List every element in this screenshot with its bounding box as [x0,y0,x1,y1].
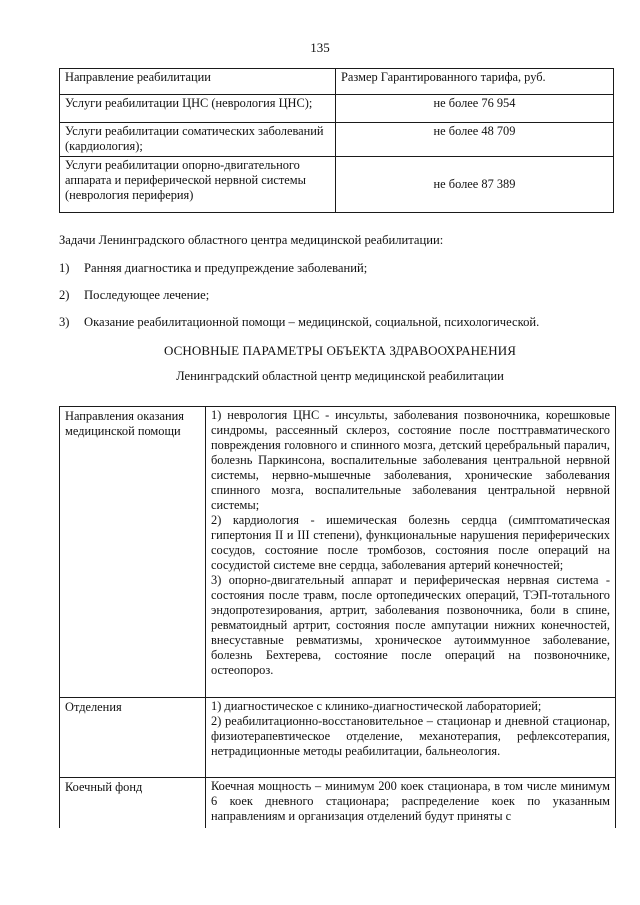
table-row [60,123,614,157]
param-paragraph: 1) неврология ЦНС - инсульты, заболевания позвоночника, корешковые синдромы, рассеянный склероз, состояние после посттравматического повреждения головного и спинного мозга, детский церебральный паралич, болезнь Паркинсона, воспалительные заболевания центральной нервной системы, нервно-мышечные заболевания, хронические заболевания спинного мозга, воспалительные заболевания центральной нервной системы; [211,408,610,512]
param-label: Направления оказания медицинской помощи [60,407,206,698]
param-value [206,698,616,778]
list-item-text: Ранняя диагностика и предупреждение заболеваний; [84,261,368,275]
tariff-cell: не более 87 389 [336,157,614,213]
list-item [59,261,619,276]
list-item-number: 3) [59,315,70,329]
page-number: 135 [310,40,330,55]
service-cell: Услуги реабилитации соматических заболеваний (кардиология); [60,123,336,157]
table-row [60,407,616,698]
table-row [60,157,614,213]
tariff-cell: не более 76 954 [336,95,614,123]
header-tariff: Размер Гарантированного тарифа, руб. [336,69,614,95]
table-header-row [60,69,614,95]
service-cell: Услуги реабилитации опорно-двигательного аппарата и периферической нервной системы (неврология периферия) [60,157,336,213]
params-table [59,406,616,828]
param-paragraph: 2) реабилитационно-восстановительное – стационар и дневной стационар, физиотерапевтическое отделение, механотерапия, рефлексотерапия, нетрадиционные методы реабилитации, бальнеология. [211,714,610,758]
list-item-number: 1) [59,261,70,275]
service-cell: Услуги реабилитации ЦНС (неврология ЦНС); [60,95,336,123]
list-item-text: Последующее лечение; [84,288,210,302]
table-row [60,95,614,123]
section-subtitle: Ленинградский областной центр медицинской реабилитации [176,369,504,383]
param-paragraph: 1) диагностическое с клинико-диагностической лабораторией; [211,699,542,713]
param-value [206,407,616,698]
table-row [60,778,616,828]
table-row [60,698,616,778]
param-paragraph: 2) кардиология - ишемическая болезнь сердца (симптоматическая гипертония II и III степени), функциональные нарушения периферических сосудов, состояние после тромбозов, состояния после операций на сосудистой системе вне сердца, заболевания артерий конечностей; [211,513,610,572]
tariff-table [59,68,614,213]
param-value [206,778,616,828]
section-title: ОСНОВНЫЕ ПАРАМЕТРЫ ОБЪЕКТА ЗДРАВООХРАНЕНИЯ [164,343,516,358]
header-direction: Направление реабилитации [60,69,336,95]
list-item [59,315,619,330]
list-item-number: 2) [59,288,70,302]
list-item [59,288,619,303]
param-label: Отделения [60,698,206,778]
param-paragraph: 3) опорно-двигательный аппарат и периферическая нервная система - состояния после травм, после ортопедических операций, ТЭП-тотального эндопротезирования, артрит, заболевания позвоночника, боли в спине, ревматоидный артрит, состояния после ампутации нижних конечностей, внесуставные ревматизмы, хроническое аутоиммунное заболевание, болезнь Бехтерева, состояние после операций на позвоночнике, остеопороз. [211,573,610,677]
param-label: Коечный фонд [60,778,206,828]
tasks-intro: Задачи Ленинградского областного центра медицинской реабилитации: [59,233,444,247]
param-paragraph: Коечная мощность – минимум 200 коек стационара, в том числе минимум 6 коек дневного стационара; распределение коек по указанным направлениям и организация отделений будут приняты с [211,779,610,823]
tariff-cell: не более 48 709 [336,123,614,157]
list-item-text: Оказание реабилитационной помощи – медицинской, социальной, психологической. [84,315,540,329]
